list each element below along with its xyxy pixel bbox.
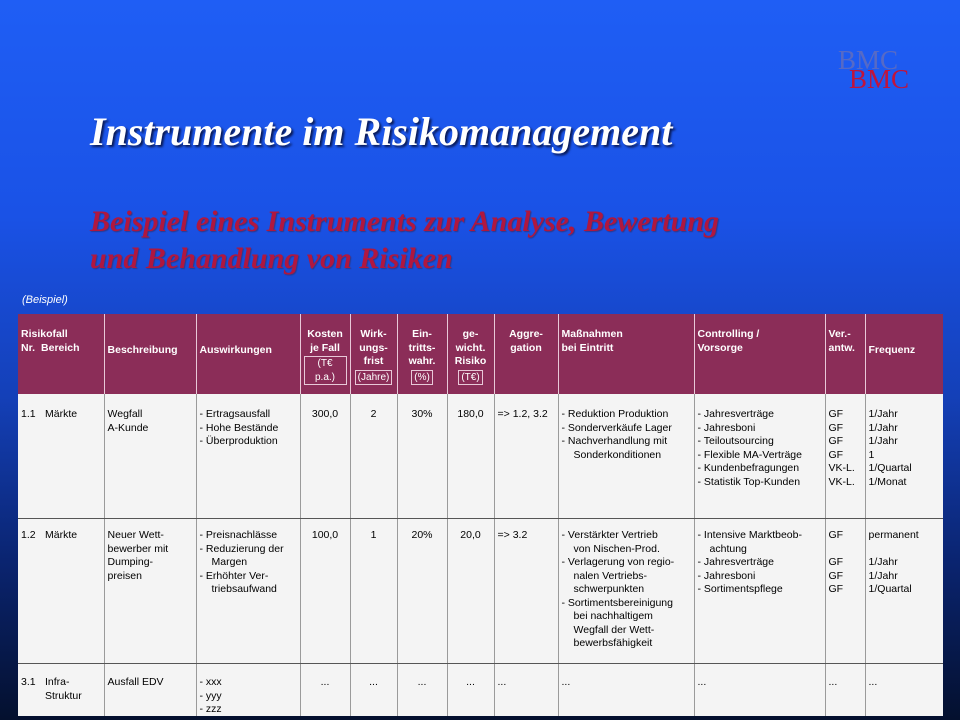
text-line: Wegfall der Wett- <box>573 623 655 636</box>
text-line: - Sortimentsbereinigung <box>561 596 673 609</box>
header-wirk-unit: (Jahre) <box>355 370 393 386</box>
text-line: 1/Jahr <box>868 421 898 434</box>
text-line: - Sortimentspflege <box>697 583 783 595</box>
header-massnahmen <box>558 314 694 394</box>
cell-bereich <box>42 664 104 716</box>
header-risiko-l2: wicht. <box>455 341 486 354</box>
text-line: - Statistik Top-Kunden <box>697 475 801 488</box>
table-row <box>18 519 943 663</box>
text-line: Neuer Wett- <box>107 529 164 541</box>
cell-eintrittswahr: 30% <box>397 394 447 518</box>
header-ein-unit: (%) <box>411 370 433 386</box>
header-ctrl-l2: Vorsorge <box>697 341 743 354</box>
text-line: GF <box>828 421 844 434</box>
cell-risiko: 180,0 <box>447 394 494 518</box>
text-line: - Intensive Marktbeob- <box>697 529 802 541</box>
cell-auswirkungen <box>196 394 300 518</box>
text-line: - Verstärkter Vertrieb <box>561 529 658 541</box>
header-risiko-l3: Risiko <box>454 355 487 367</box>
text-line: - Reduzierung der <box>199 542 284 555</box>
text-line: - Ertragsausfall <box>199 408 271 420</box>
text-line: schwerpunkten <box>573 583 645 595</box>
text-line: - Flexible MA-Verträge <box>697 448 802 461</box>
header-kosten <box>300 314 350 394</box>
text-line: Struktur <box>45 689 82 702</box>
text-line: 1/Jahr <box>868 408 898 420</box>
cell-bereich: Märkte <box>42 394 104 518</box>
text-line: GF <box>828 529 844 541</box>
header-nr-bereich <box>21 342 101 356</box>
header-frequenz <box>865 314 943 394</box>
header-ver-l2: antw. <box>828 341 855 354</box>
cell-massnahmen: ... <box>558 664 694 716</box>
header-kosten-unit: (T€ p.a.) <box>304 356 347 385</box>
text-line: - Teiloutsourcing <box>697 435 774 447</box>
text-line: Infra- <box>45 676 70 688</box>
text-line: preisen <box>107 569 142 582</box>
cell-eintrittswahr: 20% <box>397 519 447 663</box>
text-line: nalen Vertriebs- <box>573 569 648 582</box>
cell-risiko: 20,0 <box>447 519 494 663</box>
table-row <box>18 664 943 716</box>
cell-auswirkungen <box>196 519 300 663</box>
header-kosten-l2: je Fall <box>310 341 340 354</box>
cell-nr: 3.1 <box>18 664 42 716</box>
header-mass-l1: Maßnahmen <box>561 328 623 340</box>
page-title: Instrumente im Risikomanagement <box>90 109 673 154</box>
text-line: triebsaufwand <box>211 583 277 595</box>
header-ein-l2: tritts- <box>408 341 436 354</box>
cell-kosten: ... <box>300 664 350 716</box>
header-beschreibung <box>104 314 196 394</box>
text-line: achtung <box>709 542 747 555</box>
text-line: 1/Jahr <box>868 569 898 582</box>
header-auswirkungen-label: Auswirkungen <box>199 343 272 356</box>
cell-auswirkungen <box>196 664 300 716</box>
cell-verantwortung <box>825 519 865 663</box>
text-line: 1 <box>868 448 875 461</box>
text-line: permanent <box>868 529 919 541</box>
header-ctrl-l1: Controlling / <box>697 328 760 340</box>
text-line: GF <box>828 569 844 582</box>
bmc-logo: BMC <box>849 64 910 94</box>
cell-nr: 1.1 <box>18 394 42 518</box>
header-wirk-l2: ungs- <box>359 341 388 354</box>
text-line: - Jahresboni <box>697 569 756 582</box>
text-line: - Hohe Bestände <box>199 421 279 434</box>
cell-kosten: 100,0 <box>300 519 350 663</box>
text-line: - Preisnachlässe <box>199 529 278 541</box>
text-line: GF <box>828 556 844 568</box>
cell-wirkungsfrist: 2 <box>350 394 397 518</box>
text-line: - zzz <box>199 703 222 715</box>
text-line: von Nischen-Prod. <box>573 542 660 555</box>
cell-controlling <box>694 394 825 518</box>
text-line: 1/Monat <box>868 475 907 488</box>
cell-aggregation: => 3.2 <box>494 519 558 663</box>
text-line: A-Kunde <box>107 421 149 434</box>
cell-aggregation: ... <box>494 664 558 716</box>
text-line: - Verlagerung von regio- <box>561 556 675 568</box>
text-line: GF <box>828 448 844 461</box>
header-ein-l1: Ein- <box>412 328 432 340</box>
text-line: Wegfall <box>107 408 143 420</box>
cell-aggregation: => 1.2, 3.2 <box>494 394 558 518</box>
header-risiko-l1: ge- <box>462 328 479 340</box>
header-mass-l2: bei Eintritt <box>561 341 614 354</box>
text-line: - Sonderverkäufe Lager <box>561 421 672 434</box>
cell-verantwortung: ... <box>825 664 865 716</box>
table-row <box>18 394 943 518</box>
cell-frequenz <box>865 519 943 663</box>
text-line: - xxx <box>199 676 222 688</box>
header-wirk-l1: Wirk- <box>360 328 387 340</box>
text-line: - Erhöhter Ver- <box>199 569 269 582</box>
text-line: Margen <box>211 556 248 568</box>
page-subtitle <box>90 203 890 277</box>
cell-kosten: 300,0 <box>300 394 350 518</box>
header-agg-l1: Aggre- <box>509 328 543 340</box>
risk-table <box>18 314 943 716</box>
text-line: - Überproduktion <box>199 435 278 447</box>
header-controlling <box>694 314 825 394</box>
text-line: bewerber mit <box>107 542 169 555</box>
text-line: - Nachverhandlung mit <box>561 435 668 447</box>
header-nr: Nr. <box>21 341 36 354</box>
text-line: VK-L. <box>828 462 855 474</box>
text-line: - yyy <box>199 689 222 702</box>
subtitle-line-2: und Behandlung von Risiken <box>90 242 453 275</box>
header-risikofall-label: Risikofall <box>21 328 68 340</box>
header-kosten-l1: Kosten <box>307 328 343 340</box>
text-line: - Jahresverträge <box>697 408 774 420</box>
header-frequenz-label: Frequenz <box>868 343 916 356</box>
text-line: bei nachhaltigem <box>573 610 653 622</box>
cell-controlling: ... <box>694 664 825 716</box>
cell-nr: 1.2 <box>18 519 42 663</box>
text-line: 1/Quartal <box>868 583 912 595</box>
text-line: 1/Jahr <box>868 435 898 447</box>
table-header-row <box>18 314 943 394</box>
header-risiko <box>447 314 494 394</box>
header-risikofall <box>18 314 104 394</box>
text-line: bewerbsfähigkeit <box>573 637 653 649</box>
text-line: VK-L. <box>828 475 855 488</box>
text-line: - Jahresverträge <box>697 556 774 568</box>
header-ver-l1: Ver.- <box>828 328 851 340</box>
text-line: GF <box>828 583 844 595</box>
text-line: Dumping- <box>107 556 154 568</box>
cell-wirkungsfrist: 1 <box>350 519 397 663</box>
header-wirk-l3: frist <box>363 355 384 367</box>
header-risiko-unit: (T€) <box>458 370 482 386</box>
header-agg-l2: gation <box>510 341 542 354</box>
header-aggregation <box>494 314 558 394</box>
cell-beschreibung: Ausfall EDV <box>104 664 196 716</box>
header-beschreibung-label: Beschreibung <box>107 343 178 356</box>
cell-massnahmen <box>558 394 694 518</box>
risk-table-container <box>18 314 943 716</box>
text-line: GF <box>828 435 844 447</box>
cell-verantwortung <box>825 394 865 518</box>
cell-frequenz: ... <box>865 664 943 716</box>
example-note: (Beispiel) <box>22 294 68 306</box>
subtitle-line-1: Beispiel eines Instruments zur Analyse, Bewertung <box>90 205 720 238</box>
text-line: - Kundenbefragungen <box>697 462 800 474</box>
header-bereich: Bereich <box>41 341 80 354</box>
cell-controlling <box>694 519 825 663</box>
text-line: 1/Jahr <box>868 556 898 568</box>
text-line: Sonderkonditionen <box>573 448 662 461</box>
text-line: - Reduktion Produktion <box>561 408 669 420</box>
header-ein-l3: wahr. <box>408 355 436 367</box>
header-auswirkungen <box>196 314 300 394</box>
header-wirkungsfrist <box>350 314 397 394</box>
cell-eintrittswahr: ... <box>397 664 447 716</box>
cell-frequenz <box>865 394 943 518</box>
cell-beschreibung <box>104 394 196 518</box>
cell-wirkungsfrist: ... <box>350 664 397 716</box>
text-line: GF <box>828 408 844 420</box>
cell-beschreibung <box>104 519 196 663</box>
cell-risiko: ... <box>447 664 494 716</box>
header-eintrittswahr <box>397 314 447 394</box>
cell-bereich: Märkte <box>42 519 104 663</box>
text-line: - Jahresboni <box>697 421 756 434</box>
cell-massnahmen <box>558 519 694 663</box>
text-line: 1/Quartal <box>868 462 912 474</box>
logo-shadow: BMC <box>838 45 899 75</box>
header-verantwortung <box>825 314 865 394</box>
